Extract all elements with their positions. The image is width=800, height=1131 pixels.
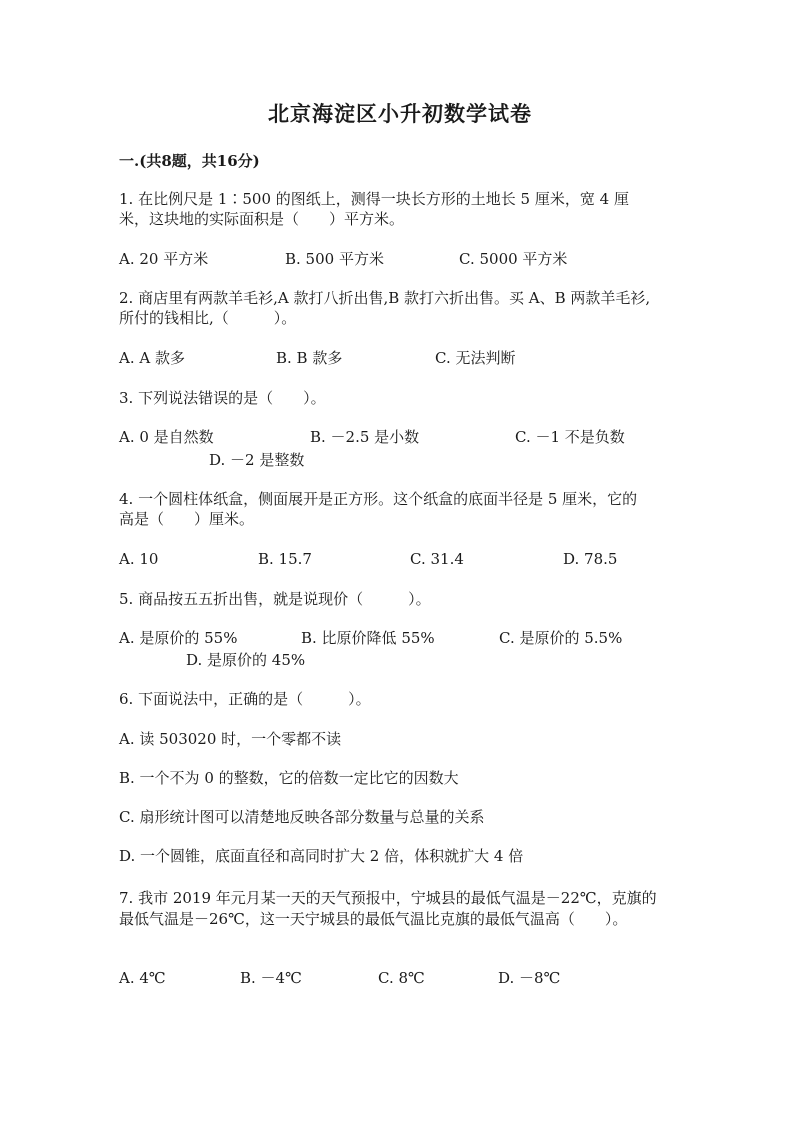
question-4-option-b: B. 15.7: [258, 550, 312, 568]
question-1-stem-line-2: 米，这块地的实际面积是（ ）平方米。: [119, 210, 405, 228]
question-7-option-a: A. 4℃: [119, 969, 166, 987]
question-4-option-d: D. 78.5: [563, 550, 618, 568]
question-7-option-d: D. －8℃: [498, 969, 561, 987]
question-4-stem-line-2: 高是（ ）厘米。: [119, 510, 255, 528]
question-3-option-a: A. 0 是自然数: [119, 428, 214, 446]
page-title: 北京海淀区小升初数学试卷: [268, 101, 532, 126]
question-1-stem-line-1: 1. 在比例尺是 1∶500 的图纸上，测得一块长方形的土地长 5 厘米，宽 4 厘: [119, 190, 629, 208]
question-3-option-c: C. －1 不是负数: [515, 428, 625, 446]
question-5-option-b: B. 比原价降低 55%: [301, 629, 435, 647]
question-2-stem-line-1: 2. 商店里有两款羊毛衫,A 款打八折出售,B 款打六折出售。买 A、B 两款羊毛衫,: [119, 289, 651, 307]
question-6-option-b: B. 一个不为 0 的整数，它的倍数一定比它的因数大: [119, 769, 459, 787]
question-1-option-c: C. 5000 平方米: [459, 250, 568, 268]
question-5-option-c: C. 是原价的 5.5%: [499, 629, 623, 647]
question-6-option-c: C. 扇形统计图可以清楚地反映各部分数量与总量的关系: [119, 808, 485, 826]
question-7-option-c: C. 8℃: [378, 969, 425, 987]
question-3-stem: 3. 下列说法错误的是（ ）。: [119, 389, 326, 407]
question-7-stem-line-2: 最低气温是－26℃，这一天宁城县的最低气温比克旗的最低气温高（ ）。: [119, 910, 628, 928]
question-5-option-a: A. 是原价的 55%: [119, 629, 238, 647]
question-1-option-b: B. 500 平方米: [285, 250, 384, 268]
question-6-option-a: A. 读 503020 时，一个零都不读: [119, 730, 342, 748]
question-2-option-c: C. 无法判断: [435, 349, 516, 367]
question-2-stem-line-2: 所付的钱相比,（ ）。: [119, 309, 297, 327]
question-6-option-d: D. 一个圆锥，底面直径和高同时扩大 2 倍，体积就扩大 4 倍: [119, 847, 524, 865]
question-6-stem: 6. 下面说法中，正确的是（ ）。: [119, 690, 371, 708]
question-5-stem: 5. 商品按五五折出售，就是说现价（ ）。: [119, 590, 431, 608]
question-2-option-b: B. B 款多: [276, 349, 343, 367]
question-4-stem-line-1: 4. 一个圆柱体纸盒，侧面展开是正方形。这个纸盒的底面半径是 5 厘米，它的: [119, 490, 638, 508]
question-7-stem-line-1: 7. 我市 2019 年元月某一天的天气预报中，宁城县的最低气温是－22℃，克旗的: [119, 889, 657, 907]
question-4-option-c: C. 31.4: [410, 550, 464, 568]
question-3-option-b: B. －2.5 是小数: [310, 428, 420, 446]
question-1-option-a: A. 20 平方米: [119, 250, 209, 268]
question-2-option-a: A. A 款多: [119, 349, 185, 367]
section-heading: 一.(共8题，共16分): [119, 152, 260, 170]
question-7-option-b: B. －4℃: [240, 969, 302, 987]
question-5-option-d: D. 是原价的 45%: [186, 651, 306, 669]
question-4-option-a: A. 10: [119, 550, 159, 568]
question-3-option-d: D. －2 是整数: [209, 451, 305, 469]
